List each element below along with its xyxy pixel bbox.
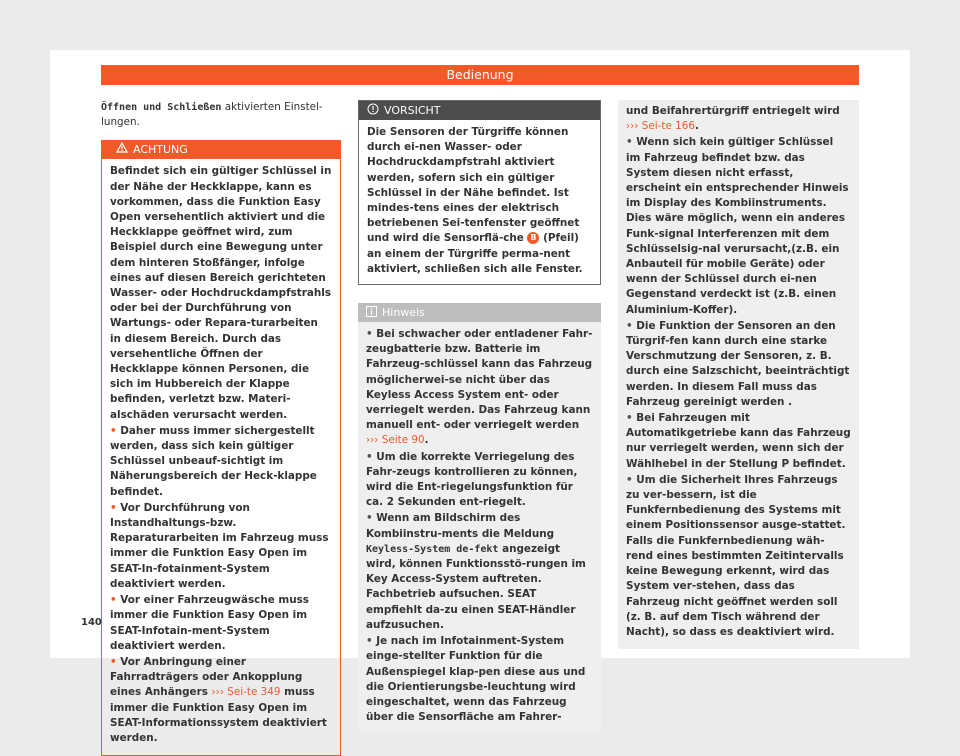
info-square-icon: [366, 304, 377, 323]
intro-text: aktivierten Einstel-lungen.: [101, 101, 323, 129]
warning-title: ACHTUNG: [133, 143, 188, 157]
intro-paragraph: [101, 100, 341, 130]
warning-bullet: • Vor Durchführung von Instandhaltungs-bzw. Reparaturarbeiten im Fahrzeug muss immer die Funktion Easy Open im SEAT-In-fotainment-System deaktiviert werden.: [110, 501, 329, 590]
warning-bullet: • Vor Anbringung einer Fahrradträgers oder Ankopplung eines Anhängers ››› Sei-te 349 muss immer die Funktion Easy Open im SEAT-Informationssystem deaktiviert werden.: [110, 655, 327, 744]
hint-title-bar: [358, 303, 601, 322]
hint-bullet: • Je nach im Infotainment-System einge-stellter Funktion für die Außenspiegel klap-pen diese aus und die Orientierungsbe-leuchtung wird eingeschaltet, wenn das Fahrzeug über die Sensorfläche am Fahrer-: [366, 635, 586, 724]
hint-bullet: • Wenn am Bildschirm des Kombiinstru-ments die Meldung Keyless-System de-fekt angezeigt wird, können Funktionsstö-rungen im Key Access-System auftreten. Fachbetrieb aufsuchen. SEAT empfiehlt da-zu einen SEAT-Händler aufzusuchen.: [366, 512, 586, 631]
warning-paragraph: Befindet sich ein gültiger Schlüssel in der Nähe der Heckklappe, kann es vorkommen, dass die Funktion Easy Open versehentlich aktiviert und die Heckklappe geöffnet wird, zum Beispiel durch eine Bewegung unter dem hinteren Stoßfänger, infolge eines auf diesen Bereich gerichteten Wasser- oder Hochdruckdampfstrahls oder bei der Durchführung von Wartungs- oder Repara-turarbeiten in diesem Bereich. Durch das versehentliche Öffnen der Heckklappe können Personen, die sich im Hubbereich der Klappe befinden, verletzt bzw. Materi-alschäden verursacht werden.: [110, 165, 332, 421]
hint-bullet: • Um die Sicherheit Ihres Fahrzeugs zu ver-bessern, ist die Funkfernbedienung des Systems mit einem Positionssensor ausge-stattet. Falls die Funkfernbedienung wäh-rend eines bestimmten Zeitintervalls keine Bewegung erkennt, wird das System ver-stehen, dass das Fahrzeug nicht geöffnet werden soll (z. B. auf dem Tisch während der Nacht), so dass es deaktiviert wird.: [626, 473, 846, 638]
column-middle: [358, 100, 601, 732]
page-reference-link[interactable]: ››› Sei-te 166: [626, 120, 695, 133]
page-reference-link[interactable]: ››› Seite 90: [366, 434, 425, 447]
column-right: [618, 100, 859, 649]
hint-title: Hinweis: [382, 306, 425, 320]
marker-b-icon: B: [527, 232, 539, 244]
page-number: 140: [81, 617, 102, 628]
warning-bullet: • Vor einer Fahrzeugwäsche muss immer die Funktion Easy Open im SEAT-Infotain-ment-System deaktiviert werden.: [110, 594, 309, 652]
warning-body: [102, 159, 340, 746]
hint-box: [358, 303, 601, 732]
hint-bullet: • Die Funktion der Sensoren an den Türgrif-fen kann durch eine starke Verschmutzung der Sensoren, z. B. durch eine Salzschicht, beeinträchtigt werden. In diesem Fall muss das Fahrzeug gereinigt werden .: [626, 319, 850, 408]
warning-bullet: • Daher muss immer sichergestellt werden, dass sich kein gültiger Schlüssel unbeauf-sichtigt im Näherungsbereich der Heck-klappe befindet.: [110, 424, 317, 498]
caution-body: [359, 120, 600, 277]
hint-bullet: • Um die korrekte Verriegelung des Fahr-zeugs kontrollieren zu können, wird die Ent-riegelungsfunktion für ca. 2 Sekunden ent-riegelt.: [366, 450, 578, 509]
hint-bullet: • Bei Fahrzeugen mit Automatikgetriebe kann das Fahrzeug nur verriegelt werden, wenn sich der Wählhebel in der Stellung P befindet.: [626, 412, 851, 470]
caution-title-bar: [359, 101, 600, 120]
warning-title-bar: [102, 141, 340, 159]
hint-bullet: und Beifahrertürgriff entriegelt wird ››› Sei-te 166.: [626, 105, 840, 133]
intro-code: Öffnen und Schließen: [101, 102, 222, 113]
display-message-code: Keyless-System de-fekt: [366, 543, 499, 555]
warning-box: [101, 140, 341, 756]
hint-bullet: • Wenn sich kein gültiger Schlüssel im Fahrzeug befindet bzw. das System diesen nicht erfasst, erscheint ein entsprechender Hinweis im Display des Kombiinstruments. Dies wäre möglich, wenn ein anderes Funk-signal Interferenzen mit dem Schlüsselsig-nal verursacht,(z.B. ein Anbauteil für mobile Geräte) oder wenn der Schlüssel durch ei-nen Gegenstand verdeckt ist (z.B. einen Aluminium-Koffer).: [626, 136, 849, 316]
column-left: [101, 100, 341, 756]
exclamation-circle-icon: [367, 102, 379, 121]
hint-body: [358, 322, 601, 725]
caution-paragraph: Die Sensoren der Türgriffe können durch ei-nen Wasser- oder Hochdruckdampfstrahl aktiviert werden, sofern sich ein gültiger Schlüssel in der Nähe befindet. Ist mindes-tens eines der elektrisch betriebenen Sei-tenfenster geöffnet und wird die Sensorflä-che B (Pfeil) an einem der Türgriffe perma-nent aktiviert, schließen sich alle Fenster.: [367, 126, 583, 275]
hint-bullet: • Bei schwacher oder entladener Fahr-zeugbatterie bzw. Batterie im Fahrzeug-schlüssel kann das Fahrzeug möglicherwei-se nicht über das Keyless Access System ent- oder verriegelt werden. Das Fahrzeug kann manuell ent- oder verriegelt werden ››› Seite 90.: [366, 328, 593, 447]
caution-box: [358, 100, 601, 285]
page-reference-link[interactable]: ››› Sei-te 349: [211, 686, 281, 699]
caution-title: VORSICHT: [384, 104, 441, 117]
hint-box-continued: [618, 100, 859, 649]
warning-triangle-icon: [116, 141, 128, 159]
section-header: Bedienung: [101, 65, 859, 85]
